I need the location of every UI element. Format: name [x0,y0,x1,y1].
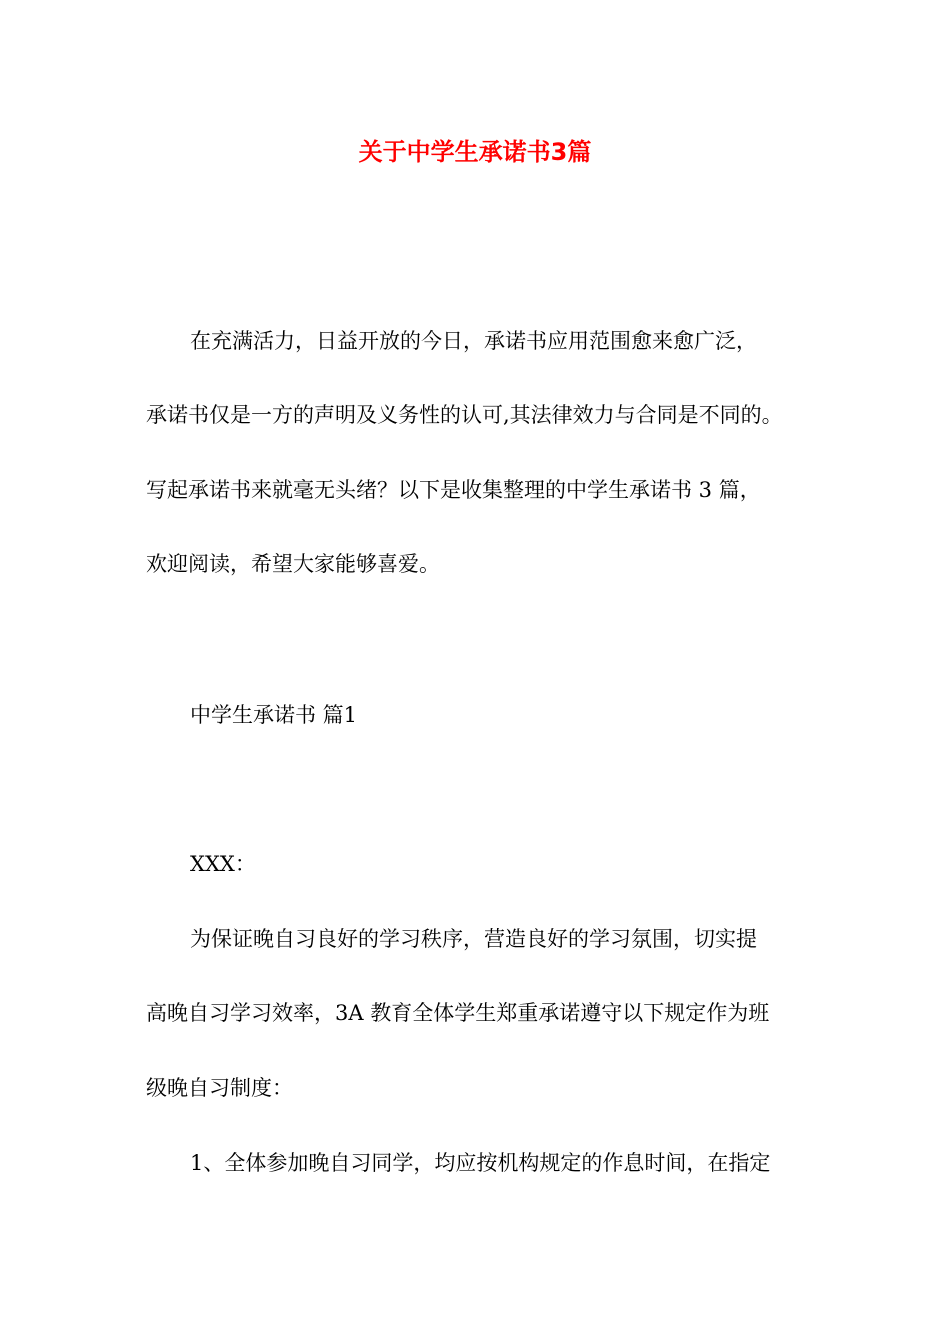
body-line-4: 1、全体参加晚自习同学，均应按机构规定的作息时间，在指定 [190,1151,771,1175]
body-line-1: 为保证晚自习良好的学习秩序，营造良好的学习氛围，切实提 [190,927,757,951]
section-heading: 中学生承诺书 篇1 [190,703,358,727]
body-line-3: 级晚自习制度： [146,1076,293,1100]
intro-line-4: 欢迎阅读，希望大家能够喜爱。 [146,552,440,576]
intro-line-3: 写起承诺书来就毫无头绪？以下是收集整理的中学生承诺书 3 篇， [146,478,761,502]
intro-line-2: 承诺书仅是一方的声明及义务性的认可,其法律效力与合同是不同的。 [146,403,783,427]
intro-line-1: 在充满活力，日益开放的今日，承诺书应用范围愈来愈广泛， [190,329,757,353]
salutation: XXX： [190,852,256,876]
document-title: 关于中学生承诺书3篇 [358,138,592,166]
body-line-2: 高晚自习学习效率，3A 教育全体学生郑重承诺遵守以下规定作为班 [146,1001,770,1025]
